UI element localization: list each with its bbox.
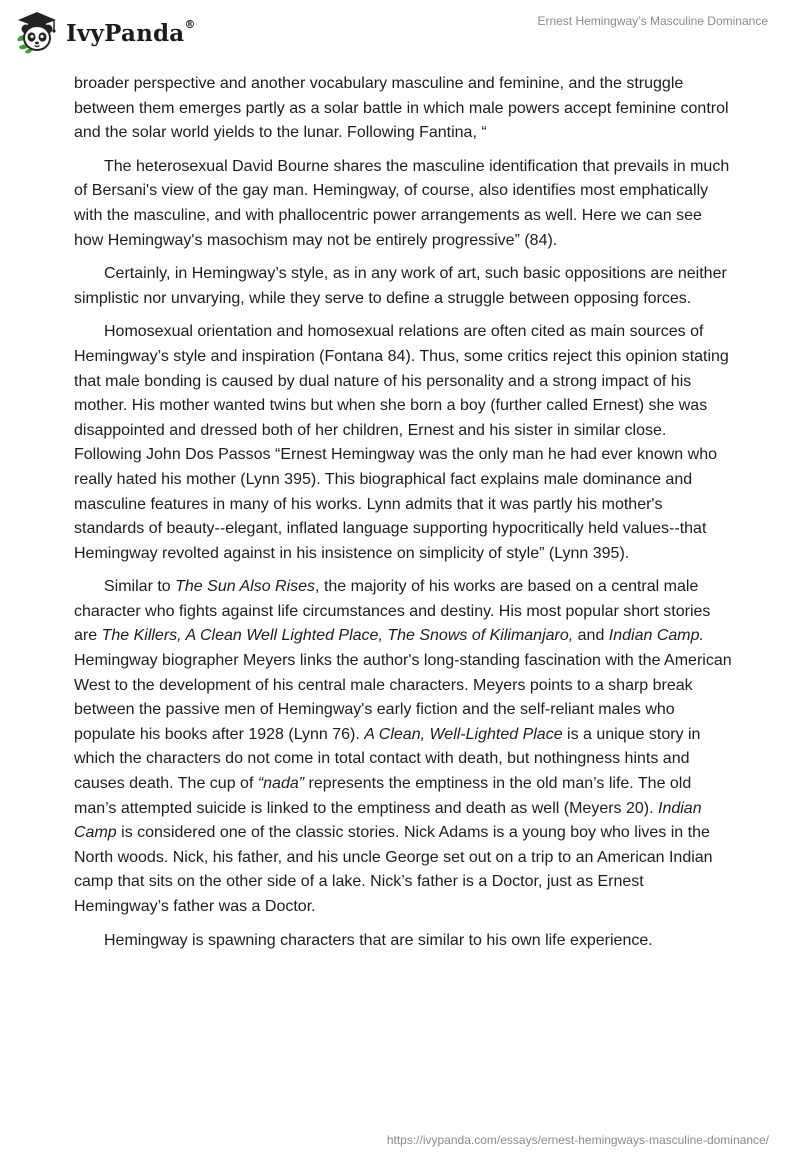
brand-name: IvyPanda® — [66, 17, 196, 47]
paragraph — [74, 155, 734, 253]
footer-url[interactable]: https://ivypanda.com/essays/ernest-hemingways-masculine-dominance/ — [386, 1133, 769, 1147]
italic-title: The Sun Also Rises — [175, 578, 316, 596]
text-run: , the majority of his works are based on a central male character who fights against life circumstances and destiny. His most popular short stories are — [74, 578, 711, 645]
italic-title: Indian Camp — [74, 799, 702, 842]
ivypanda-logo[interactable] — [14, 10, 196, 56]
italic-title: The Killers, A Clean Well Lighted Place, The Snows of Kilimanjaro, — [101, 627, 574, 645]
paragraph — [74, 72, 734, 146]
registered-mark: ® — [184, 17, 196, 31]
italic-title: Indian Camp. — [608, 627, 704, 645]
essay-body — [74, 72, 734, 962]
text-run: Similar to — [104, 578, 176, 596]
panda-graduate-icon — [14, 10, 60, 56]
text-run: Certainly, in Hemingway’s style, as in any work of art, such basic oppositions are neither simplistic nor unvarying, while they serve to define a struggle between opposing forces. — [74, 265, 727, 307]
text-run: Homosexual orientation and homosexual relations are often cited as main sources of Hemingway’s style and inspiration (Fontana 84). Thus, some critics reject this opinion stating that male bonding is caused by dual nature of his personality and a strong impact of his mother. His mother wanted twins but when she born a boy (further called Ernest) she was disappointed and dressed both of her children, Ernest and his sister in similar close. Following John Dos Passos “Ernest Hemingway was the only man he had ever known who really hated his mother (Lynn 395). This biographical fact explains male dominance and masculine features in many of his works. Lynn admits that it was partly his mother's standards of beauty--elegant, inflated language supporting hypocritically held values--that Hemingway revolted against in his insistence on simplicity of style” (Lynn 395). — [74, 323, 729, 562]
paragraph — [74, 575, 734, 919]
paragraph — [74, 320, 734, 566]
text-run: is considered one of the classic stories. Nick Adams is a young boy who lives in the North woods. Nick, his father, and his uncle George set out on a trip to an American Indian camp that sits on the other side of a lake. Nick’s father is a Doctor, just as Ernest Hemingway’s father was a Doctor. — [74, 824, 713, 915]
text-run: Hemingway biographer Meyers links the author's long-standing fascination with the American West to the development of his central male characters. Meyers points to a sharp break between the passive men of Hemingway's early fiction and the self-reliant males who populate his books after 1928 (Lynn 76). — [74, 652, 732, 743]
text-run: is a unique story in which the characters do not come in total contact with death, but nothingness hints and causes death. The cup of — [74, 725, 701, 793]
text-run: and — [573, 627, 609, 645]
page-header — [0, 0, 800, 70]
text-run: Hemingway is spawning characters that are similar to his own life experience. — [104, 931, 653, 949]
paragraph — [74, 262, 734, 311]
italic-title: A Clean, Well-Lighted Place — [364, 725, 563, 743]
paragraph — [74, 929, 734, 954]
document-title: Ernest Hemingway’s Masculine Dominance — [537, 14, 768, 28]
italic-title: “nada” — [257, 775, 305, 793]
text-run: The heterosexual David Bourne shares the masculine identification that prevails in much of Bersani's view of the gay man. Hemingway, of course, also identifies most emphatically with the masculine, and with phallocentric power arrangements as well. Here we can see how Hemingway's masochism may not be entirely progressive” (84). — [74, 157, 730, 249]
text-run: broader perspective and another vocabulary masculine and feminine, and the struggle between them emerges partly as a solar battle in which male powers accept feminine control and the solar world yields to the lunar. Following Fantina, “ — [74, 75, 729, 142]
text-run: represents the emptiness in the old man’s life. The old man’s attempted suicide is linked to the emptiness and death as well (Meyers 20). — [74, 775, 692, 817]
